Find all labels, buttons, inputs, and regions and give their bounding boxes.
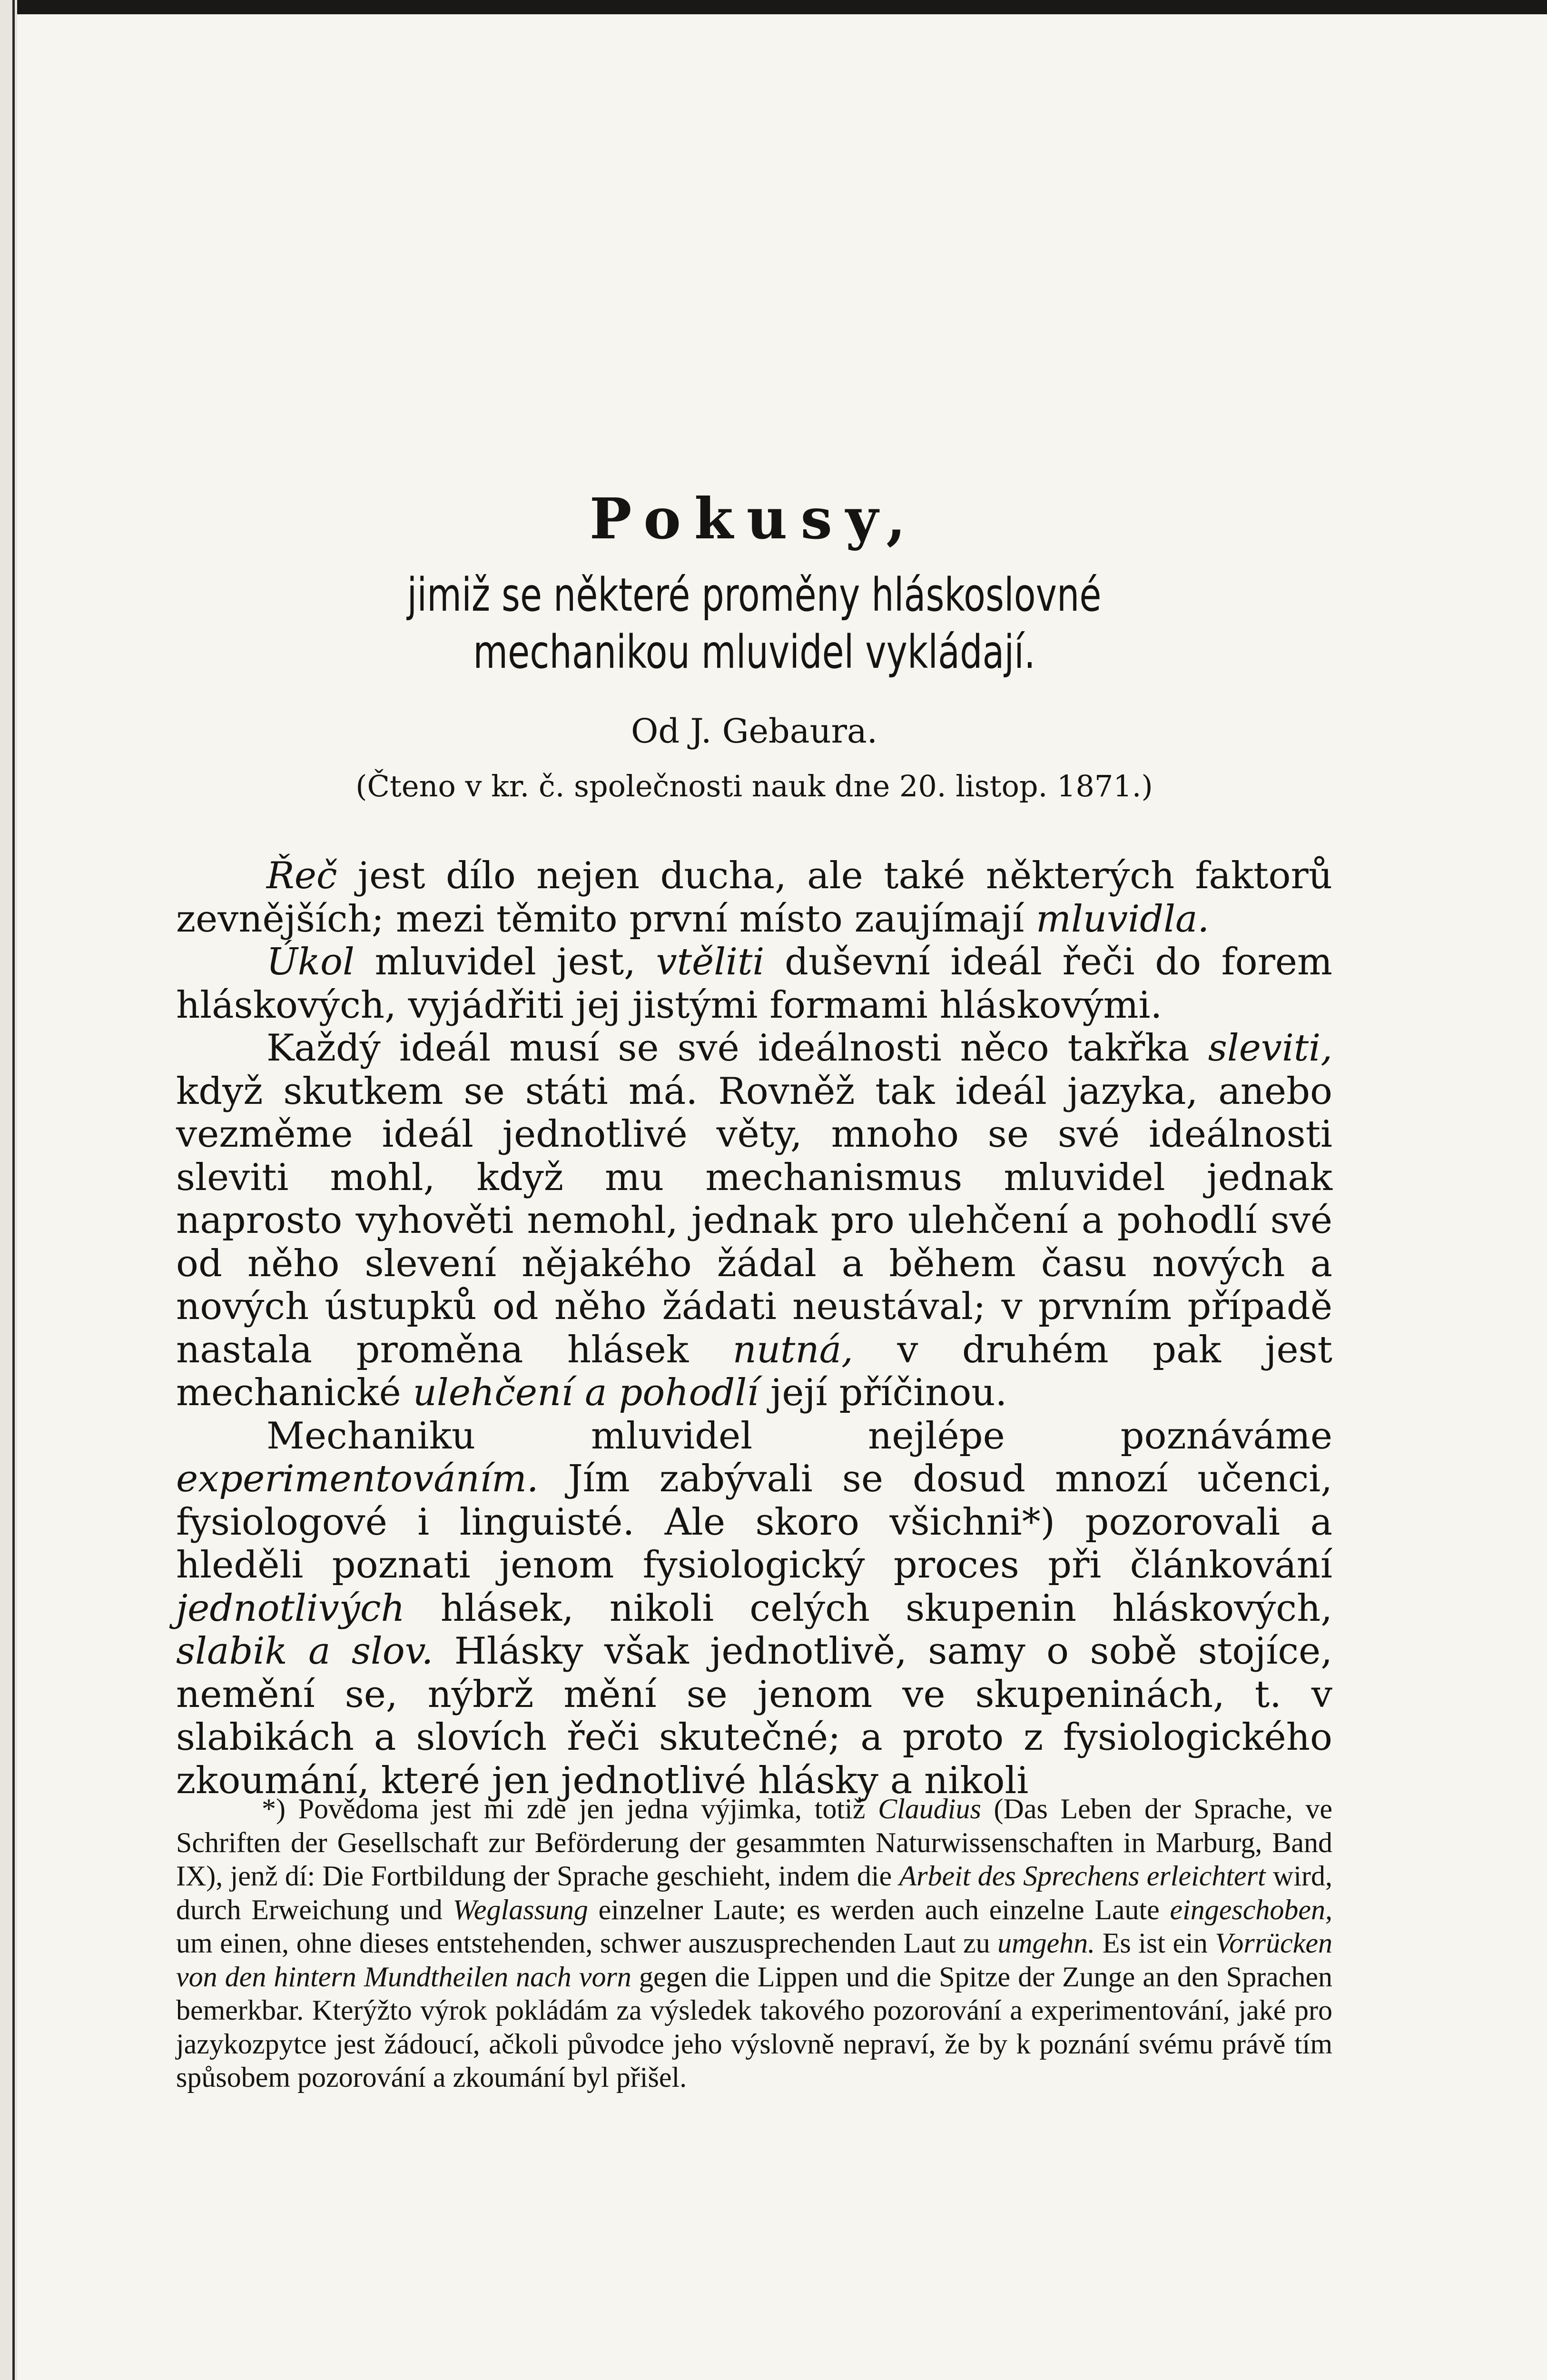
footnote-text: *) Povědoma jest mi zde jen jedna výjimka, totiž Claudius (Das Leben der Sprache, ve Schriften der Gesellschaft zur Beförderung der gesammten Naturwissenschaften in Marburg, Band IX), jenž dí: Die Fortbildung der Sprache geschieht, indem die Arbeit des Sprechens erleichtert wird, durch Erweichung und Weglassung einzelner Laute; es werden auch einzelne Laute eingeschoben, um einen, ohne dieses entstehenden, schwer auszusprechenden Laut zu umgehn. Es ist ein Vorrücken von den hintern Mundtheilen nach vorn gegen die Lippen und die Spitze der Zunge an den Sprachen bemerkbar. Kterýžto výrok pokládám za výsledek takového pozorování a experimentování, jaké pro jazykozpytce jest žádoucí, ačkoli původce jeho výslovně nepraví, že by k poznání svému právě tím spůsobem pozorování a zkoumání byl přišel. [176, 1793, 1333, 2093]
footnote [176, 1792, 1332, 2094]
author-line: Od J. Gebaura. [631, 712, 877, 751]
article-subtitle: jimiž se některé proměny hláskoslovné mechanikou mluvidel vykládají. [407, 568, 1102, 679]
paragraph-2: Úkol mluvidel jest, vtěliti duševní ideál řeči do forem hláskových, vyjádřiti jej jistými formami hláskovými. [176, 941, 1332, 1027]
article-title: Pokusy, [589, 486, 919, 552]
read-note: (Čteno v kr. č. společnosti nauk dne 20. listop. 1871.) [355, 769, 1153, 803]
page-binding-edge [12, 0, 15, 2380]
paragraph-3: Každý ideál musí se své ideálnosti něco takřka sleviti, když skutkem se státi má. Rovněž tak ideál jazyka, anebo vezměme ideál jednotlivé věty, mnoho se své ideálnosti sleviti mohl, když mu mechanismus mluvidel jednak naprosto vyhověti nemohl, jednak pro ulehčení a pohodlí své od něho slevení nějakého žádal a během času nových a nových ústupků od něho žádati neustával; v prvním případě nastala proměna hlásek nutná, v druhém pak jest mechanické ulehčení a pohodlí její příčinou. [176, 1027, 1333, 1414]
paragraph-4: Mechaniku mluvidel nejlépe poznáváme experimentováním. Jím zabývali se dosud mnozí učenci, fysiologové i linguisté. Ale skoro všichni*) pozorovali a hleděli poznati jenom fysiologický proces při článkování jednotlivých hlásek, nikoli celých skupenin hláskových, slabik a slov. Hlásky však jednotlivě, samy o sobě stojíce, nemění se, nýbrž mění se jenom ve skupeninách, t. v slabikách a slovích řeči skutečné; a proto z fysiologického zkoumání, které jen jednotlivé hlásky a nikoli [176, 1414, 1332, 1802]
paragraph-1: Řeč jest dílo nejen ducha, ale také některých faktorů zevnějších; mezi těmito první místo zaujímají mluvidla. [176, 854, 1332, 941]
body-text [176, 854, 1332, 1802]
page-top-edge [0, 0, 1547, 14]
